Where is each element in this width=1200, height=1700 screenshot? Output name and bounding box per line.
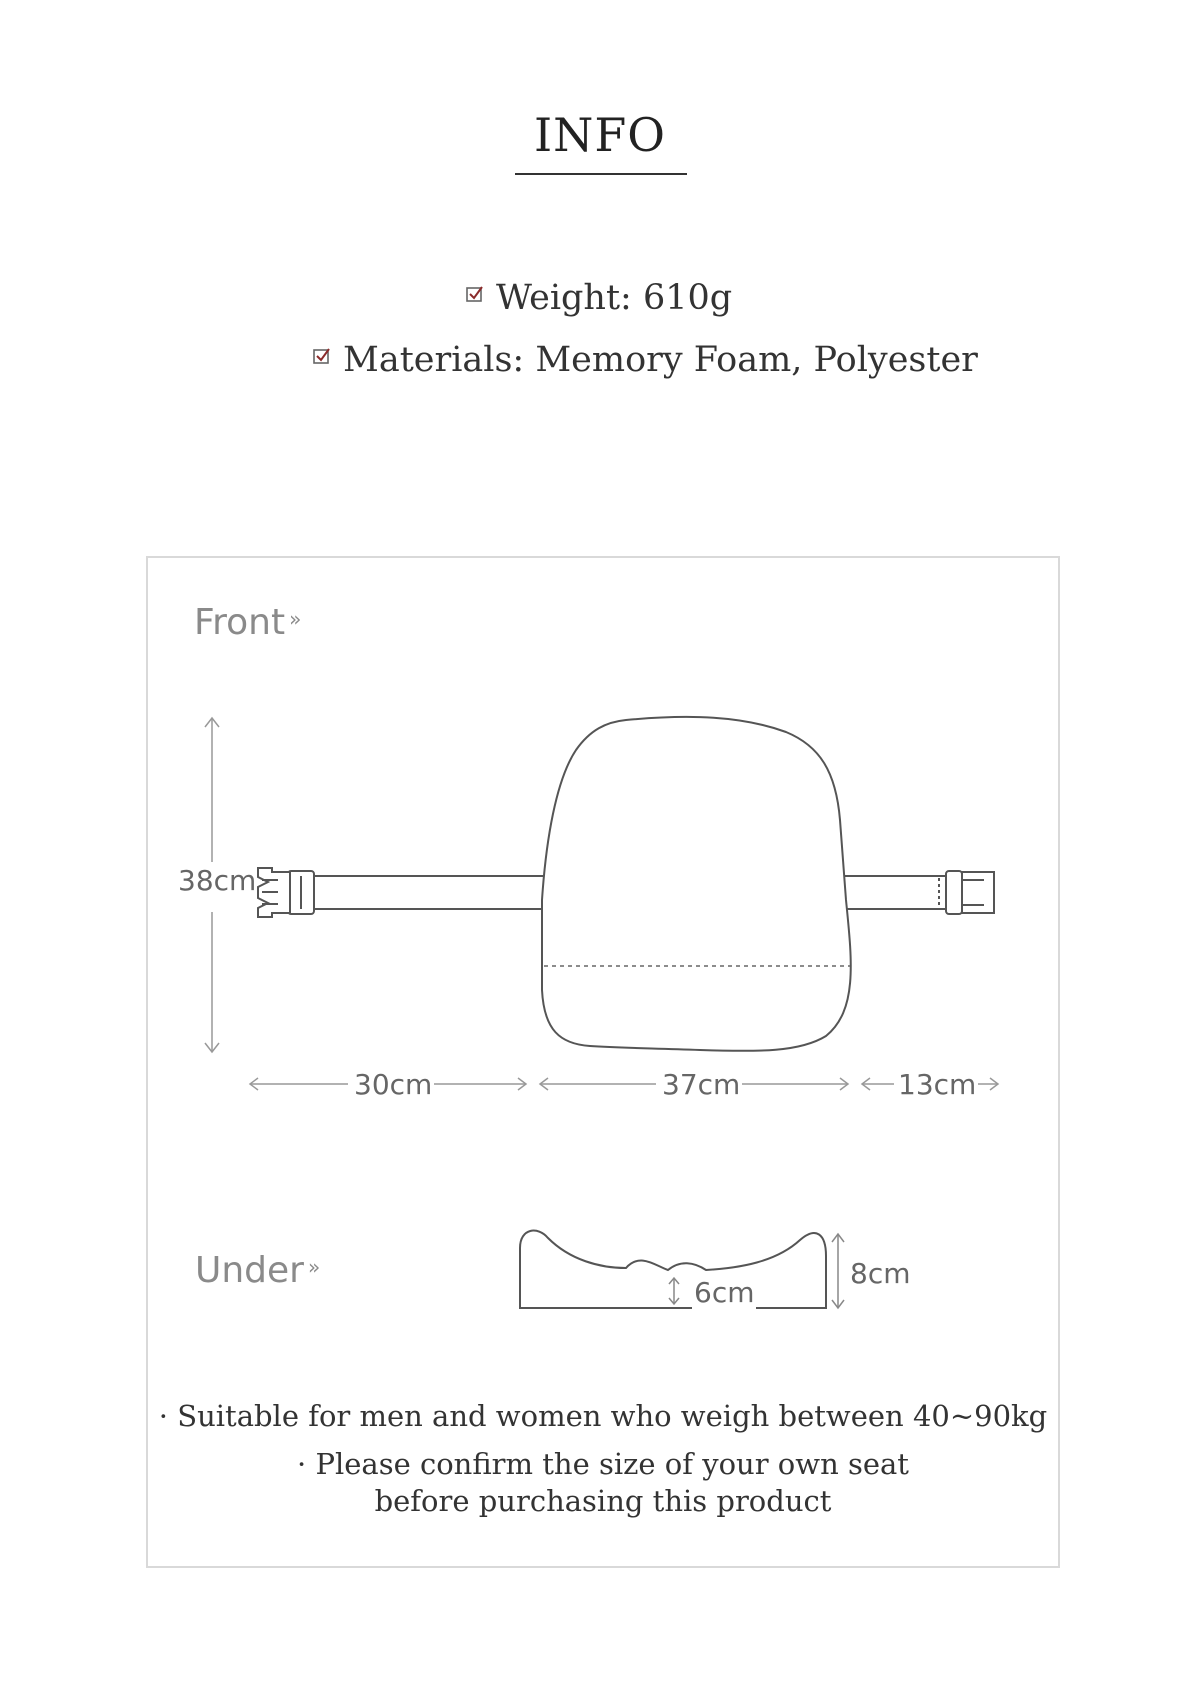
under-chevron-icon: » bbox=[307, 1255, 321, 1279]
buckle-right-icon bbox=[946, 871, 994, 914]
height-label: 38cm bbox=[178, 864, 257, 897]
front-label-text: Front bbox=[194, 602, 286, 643]
thickness-dimension-line bbox=[832, 1234, 844, 1308]
seat-size-note-continued: before purchasing this product bbox=[374, 1484, 832, 1518]
spec-weight-text: Weight: 610g bbox=[496, 278, 733, 318]
seat-size-note: · Please confirm the size of your own seat bbox=[297, 1447, 909, 1481]
cushion-side-profile bbox=[520, 1231, 826, 1308]
dip-depth-label: 6cm bbox=[694, 1276, 755, 1309]
strap-left-width-label: 30cm bbox=[354, 1068, 433, 1101]
cushion-width-label: 37cm bbox=[662, 1068, 741, 1101]
buckle-left-icon bbox=[258, 868, 290, 917]
weight-range-note: · Suitable for men and women who weigh between 40~90kg bbox=[158, 1399, 1048, 1433]
spec-materials-text: Materials: Memory Foam, Polyester bbox=[343, 340, 978, 380]
cushion-front-outline bbox=[542, 717, 851, 1051]
under-label-text: Under bbox=[195, 1250, 304, 1291]
right-strap bbox=[840, 876, 950, 909]
front-chevron-icon: » bbox=[289, 607, 302, 631]
strap-right-width-label: 13cm bbox=[898, 1068, 977, 1101]
page-title: INFO bbox=[533, 108, 667, 162]
left-strap bbox=[288, 871, 550, 914]
thickness-label: 8cm bbox=[850, 1257, 911, 1290]
